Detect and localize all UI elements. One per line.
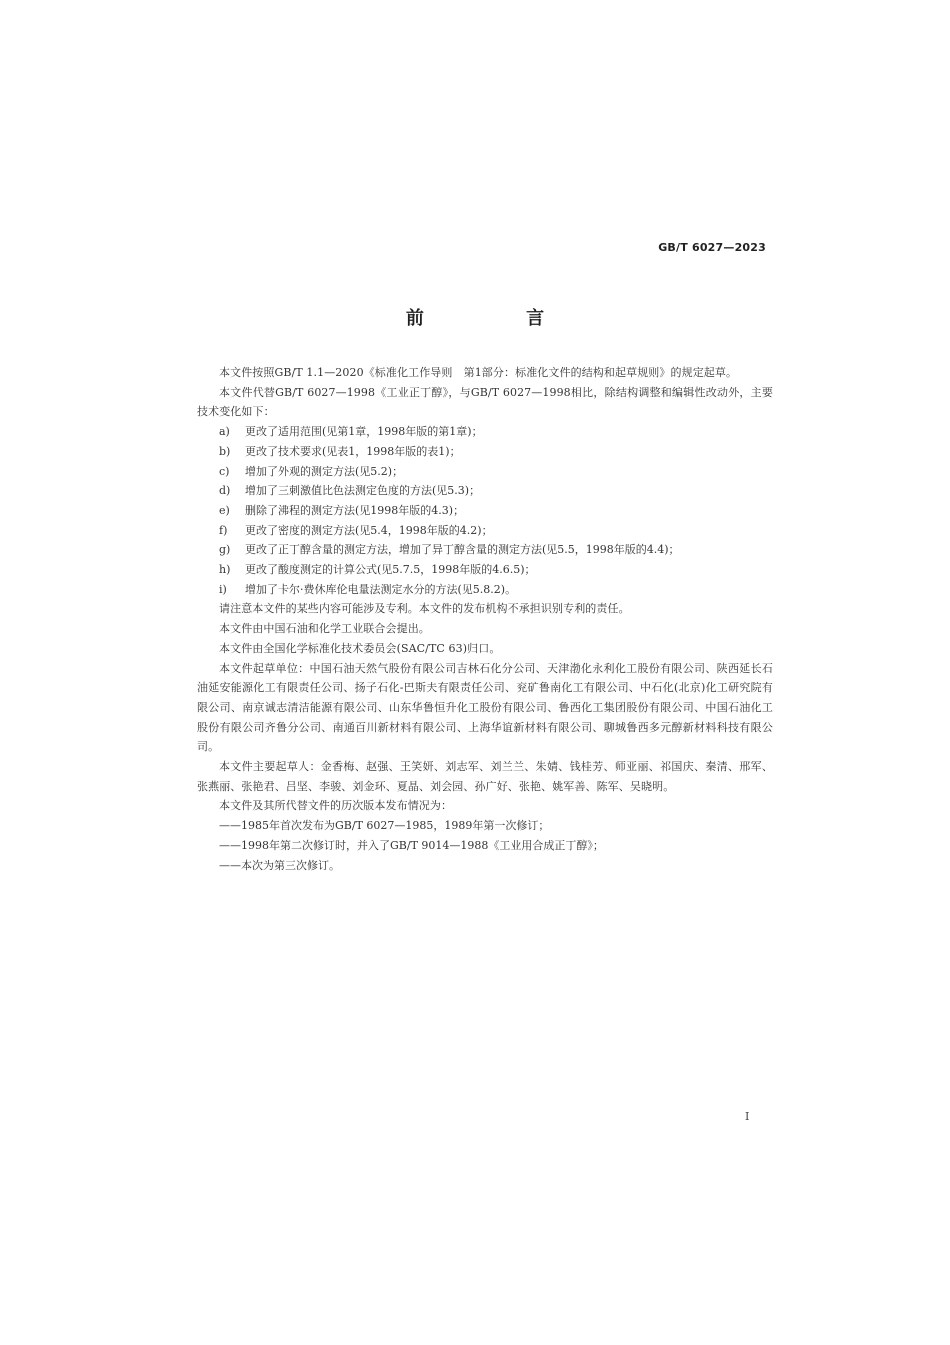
paragraph-drafting-rule: 本文件按照GB/T 1.1—2020《标准化工作导则 第1部分：标准化文件的结构和起草规则》的规定起草。 <box>219 366 738 379</box>
list-text: 更改了技术要求(见表1，1998年版的表1)； <box>245 444 461 458</box>
list-text: 更改了密度的测定方法(见5.4，1998年版的4.2)； <box>245 523 493 537</box>
history-item: ——1985年首次发布为GB/T 6027—1985，1989年第一次修订； <box>219 819 550 833</box>
history-item: ——1998年第二次修订时，并入了GB/T 9014—1988《工业用合成正丁醇》； <box>219 838 604 852</box>
paragraph-committee: 本文件由全国化学标准化技术委员会(SAC/TC 63)归口。 <box>219 641 501 655</box>
list-text: 增加了三刺激值比色法测定色度的方法(见5.3)； <box>245 484 481 498</box>
paragraph-replacement: 本文件代替GB/T 6027—1998《工业正丁醇》，与GB/T 6027—1998相比，除结构调整和编辑性改动外，主要技术变化如下： <box>197 385 773 419</box>
list-marker: i) <box>219 582 227 596</box>
list-item <box>197 481 773 501</box>
list-item <box>197 442 773 462</box>
standard-code: GB/T 6027—2023 <box>658 241 766 254</box>
history-item: ——本次为第三次修订。 <box>219 858 340 872</box>
list-marker: f) <box>219 523 228 537</box>
list-text: 更改了适用范围(见第1章，1998年版的第1章)； <box>245 425 483 439</box>
list-marker: d) <box>219 484 231 498</box>
list-text: 更改了酸度测定的计算公式(见5.7.5，1998年版的4.6.5)； <box>245 563 536 577</box>
list-item <box>197 580 773 600</box>
list-text: 增加了外观的测定方法(见5.2)； <box>245 464 404 478</box>
list-item <box>197 422 773 442</box>
list-item <box>197 462 773 482</box>
list-item <box>197 501 773 521</box>
list-item <box>197 560 773 580</box>
paragraph-drafting-units: 本文件起草单位：中国石油天然气股份有限公司吉林石化分公司、天津渤化永利化工股份有限公司、陕西延长石油延安能源化工有限责任公司、扬子石化-巴斯夫有限责任公司、兖矿鲁南化工有限公司、中石化(北京)化工研究院有限公司、南京诚志清洁能源有限公司、山东华鲁恒升化工股份有限公司、鲁西化工集团股份有限公司、中国石油化工股份有限公司齐鲁分公司、南通百川新材料有限公司、上海华谊新材料有限公司、聊城鲁西多元醇新材料科技有限公司。 <box>197 661 773 754</box>
paragraph-proposer: 本文件由中国石油和化学工业联合会提出。 <box>219 622 430 636</box>
list-item <box>197 521 773 541</box>
list-item <box>197 540 773 560</box>
page-number: I <box>745 1110 750 1123</box>
list-marker: c) <box>219 464 230 478</box>
list-text: 增加了卡尔·费休库伦电量法测定水分的方法(见5.8.2)。 <box>245 582 517 596</box>
paragraph-drafters: 本文件主要起草人：金香梅、赵强、王笑妍、刘志军、刘兰兰、朱婧、钱桂芳、师亚丽、祁国庆、秦清、邢军、张燕丽、张艳君、吕坚、李骏、刘金环、夏晶、刘会园、孙广好、张艳、姚军善、陈军、吴晓明。 <box>197 760 773 793</box>
list-marker: b) <box>219 444 231 458</box>
list-marker: g) <box>219 543 231 557</box>
page-title: 前 言 <box>405 308 593 329</box>
list-marker: a) <box>219 425 230 439</box>
paragraph-history-intro: 本文件及其所代替文件的历次版本发布情况为： <box>219 799 453 813</box>
list-text: 更改了正丁醇含量的测定方法，增加了异丁醇含量的测定方法(见5.5，1998年版的4.4)； <box>245 543 680 557</box>
list-text: 删除了沸程的测定方法(见1998年版的4.3)； <box>245 503 465 517</box>
document-body <box>197 363 773 875</box>
list-marker: e) <box>219 503 230 517</box>
list-marker: h) <box>219 563 231 577</box>
paragraph-patent-notice: 请注意本文件的某些内容可能涉及专利。本文件的发布机构不承担识别专利的责任。 <box>219 602 630 616</box>
